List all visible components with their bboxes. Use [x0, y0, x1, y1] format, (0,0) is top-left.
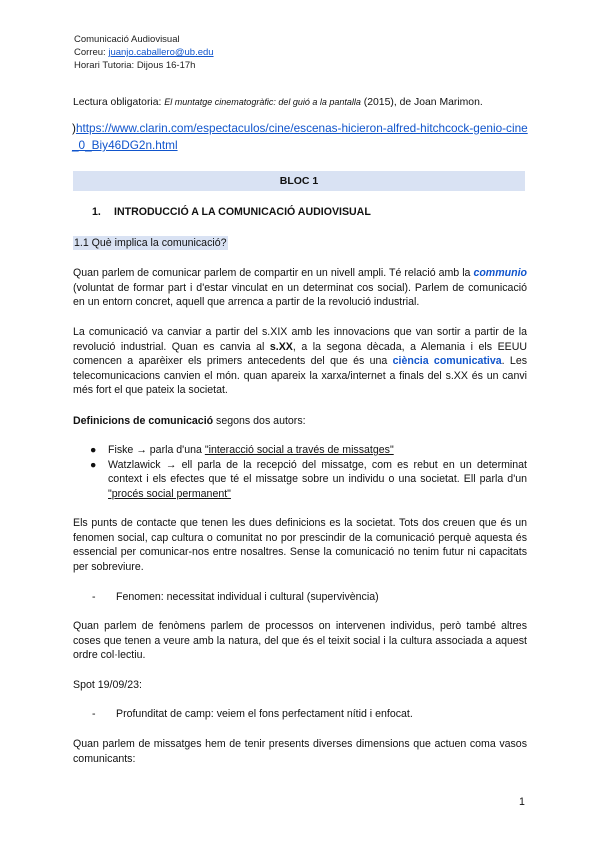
paragraph-history: [73, 325, 527, 398]
bullet-icon: ●: [90, 458, 97, 471]
p1-text-c: (voluntat de formar part i d'estar vinculat en un determinat cos social). Parlem de comunicació en un entorn concret, aquell que arrenca a partir de la revolució industrial.: [73, 281, 527, 309]
profunditat-text: Profunditat de camp: veiem el fons perfectament nítid i enfocat.: [116, 708, 413, 720]
dash-marker: -: [92, 708, 96, 720]
lectura-label: Lectura obligatoria:: [73, 97, 165, 108]
fenomen-text: Fenomen: necessitat individual i cultural (supervivència): [116, 591, 379, 603]
communio-term: communio: [473, 267, 527, 279]
paragraph-communio: [73, 266, 527, 310]
p1-text-a: Quan parlem de comunicar parlem de compartir en un nivell ampli. Té relació amb la: [73, 267, 474, 279]
subsection-heading: 1.1 Què implica la comunicació?: [74, 237, 227, 249]
lectura-rest: (2015), de Joan Marimon.: [360, 97, 483, 108]
link-paren: ): [72, 121, 76, 135]
lectura-title: El muntatge cinematogràfic: del guió a la pantalla: [164, 97, 361, 107]
dash-item-profunditat: [92, 707, 413, 722]
paragraph-phenomena: Quan parlem de fenòmens parlem de processos on intervenen individus, però també altres coses que tenen a veure amb la natura, del que és el teixit social i la cultura associada a aquest ordre col·lectiu.: [73, 620, 527, 662]
watzlawick-text: Watzlawick → ell parla de la recepció del missatge, com es rebut en un determinat context i els efectes que té el missatge sobre un individu o una societat. Ell parla d'un: [108, 458, 527, 486]
spot-label: Spot 19/09/23:: [73, 679, 142, 691]
p2-text-a: La comunicació va canviar a partir del s.XIX amb les innovacions que van sortir a partir de la revolució industrial. Quan es canvia al: [73, 326, 527, 353]
paragraph-contact-points: Els punts de contacte que tenen les dues definicions es la societat. Tots dos creuen que és un fenomen social, cap cultura o comunitat no por prescindir de la comunicació perquè aquesta és essencial per comunicar-nos entre nosaltres. Sense la comunicació no tenim futur ni capacitats per sobreviure.: [73, 517, 527, 573]
list-item-fiske: [73, 443, 527, 458]
email-line: [74, 46, 214, 59]
list-item-watzlawick: [73, 458, 527, 502]
p2-text-c: , a la segona dècada, a Alemania i els EEUU comencen a aparèixer els primers antecedents del que és una: [73, 340, 527, 368]
watzlawick-quote: "procés social permanent": [108, 487, 231, 500]
fiske-quote: "interacció social a través de missatges": [204, 444, 394, 456]
definitions-list: [73, 443, 527, 501]
paragraph-missatges: Quan parlem de missatges hem de tenir presents diverses dimensions que actuen coma vasos comunicants:: [73, 738, 527, 765]
tutoria-line: Horari Tutoria: Dijous 16-17h: [74, 60, 196, 71]
ciencia-term: ciència comunicativa: [392, 355, 502, 368]
bullet-icon: ●: [90, 444, 97, 456]
dash-item-fenomen: [92, 590, 379, 605]
p2-text-e: . Les telecomunicacions canvien el món. quan apareix la xarxa/internet a finals del s.XX és un canvi més fort el que pateix la societat.: [73, 355, 528, 397]
article-link[interactable]: https://www.clarin.com/espectaculos/cine/escenas-hicieron-alfred-hitchcock-genio-cine_0_Biy46DG2n.html: [72, 121, 528, 152]
bloc-heading: BLOC 1: [73, 171, 525, 191]
fiske-text: Fiske → parla d'una: [108, 444, 205, 456]
section-heading: [92, 206, 371, 218]
email-label: Correu:: [74, 47, 109, 58]
email-link[interactable]: juanjo.caballero@ub.edu: [108, 47, 214, 58]
dash-marker: -: [92, 591, 96, 603]
course-name: Comunicació Audiovisual: [74, 34, 180, 45]
definitions-bold: Definicions de comunicació: [73, 415, 214, 427]
definitions-rest: segons dos autors:: [213, 415, 306, 427]
article-link-line: [72, 120, 528, 154]
section-title: INTRODUCCIÓ A LA COMUNICACIÓ AUDIOVISUAL: [114, 206, 371, 218]
definitions-intro: [73, 414, 527, 429]
lectura-obligatoria: [73, 95, 527, 111]
sxx-term: s.XX: [269, 340, 293, 353]
page-number: 1: [519, 796, 525, 808]
section-number: 1.: [92, 206, 101, 218]
